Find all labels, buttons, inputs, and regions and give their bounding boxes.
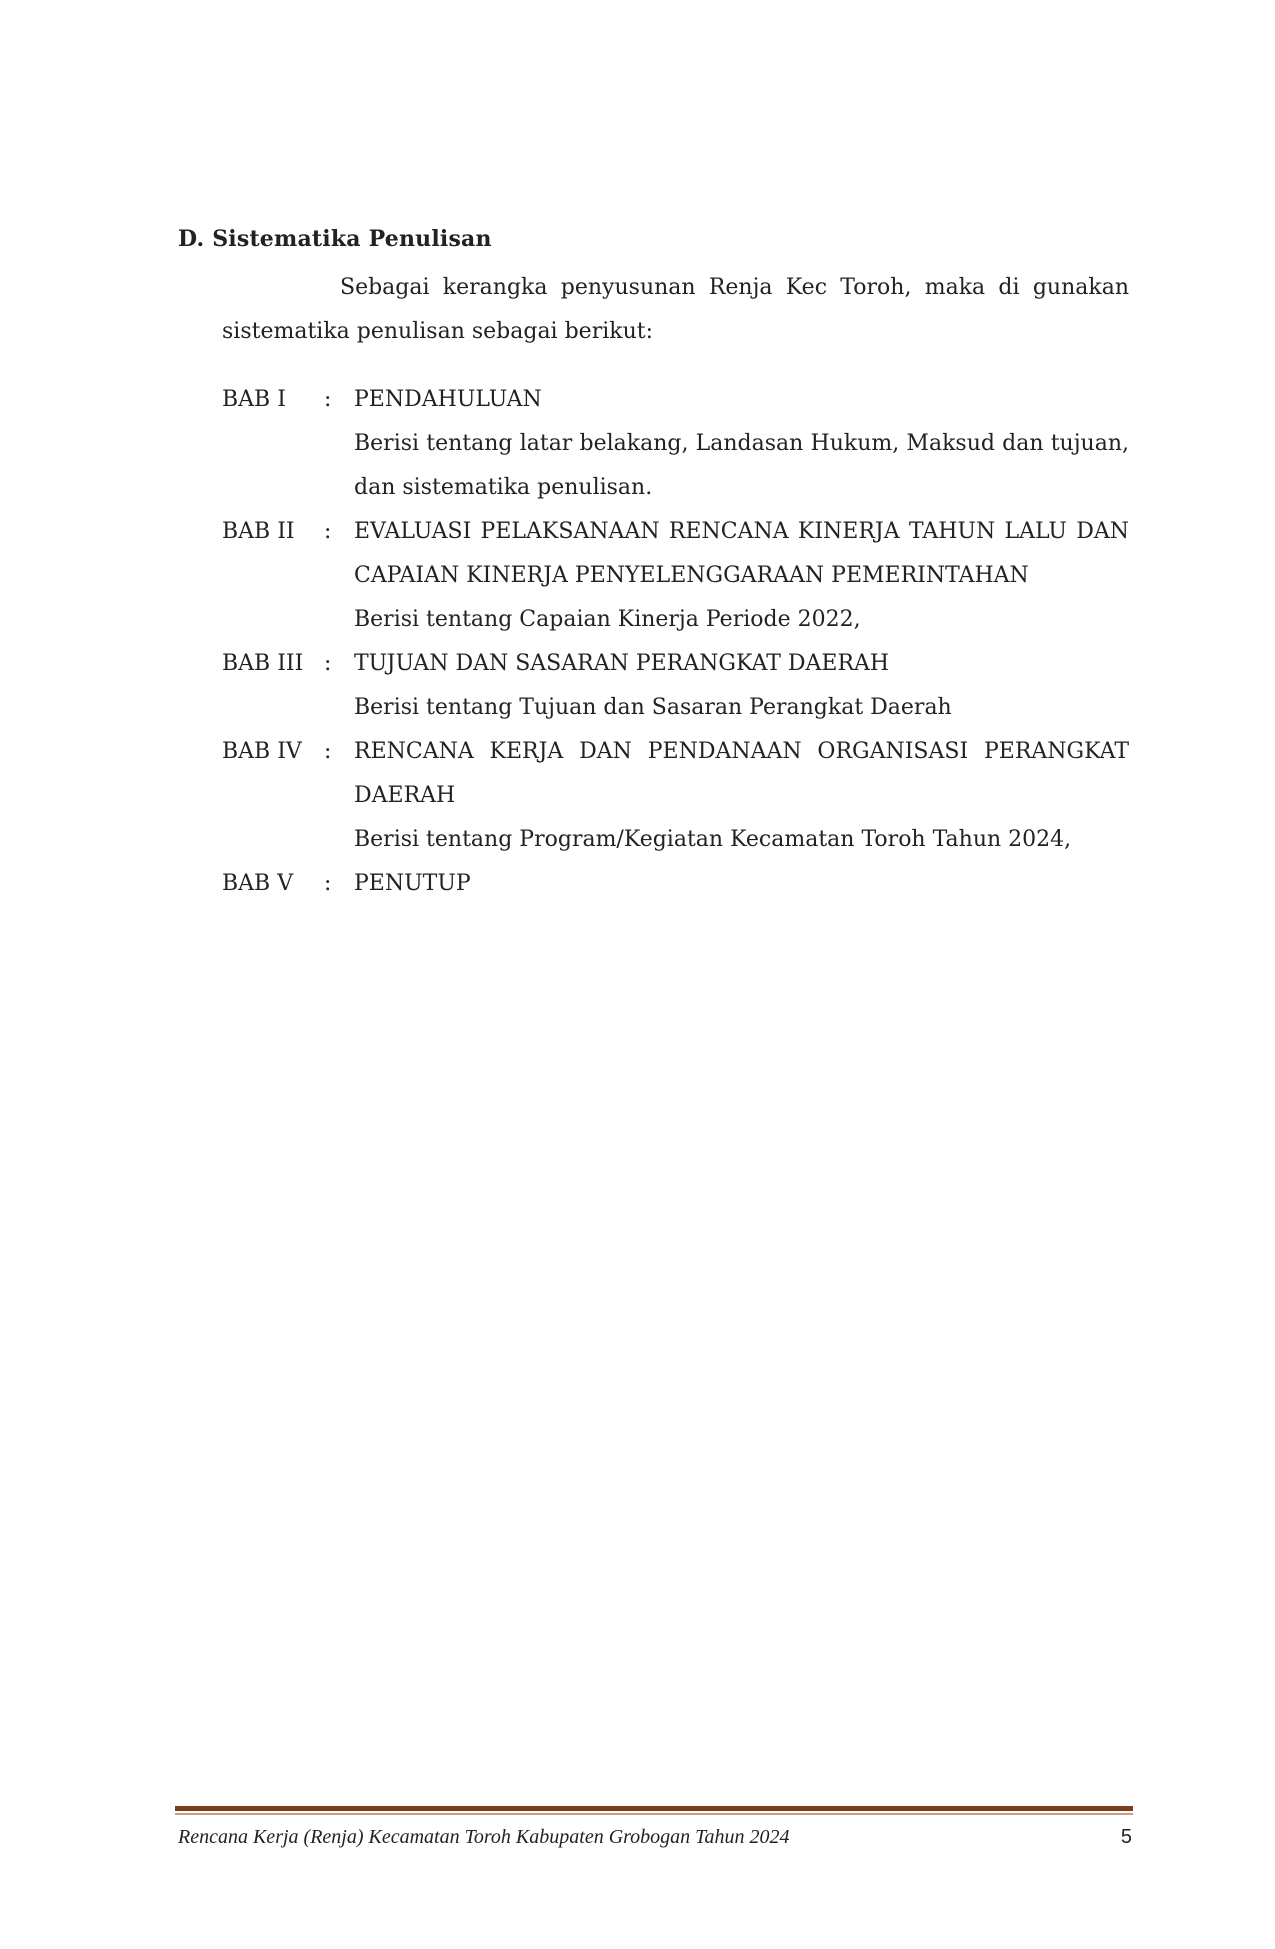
chapter-colon: : [324,651,332,676]
chapter-number: BAB III [222,651,304,676]
chapter-item-bab-iii [222,642,1129,730]
chapter-list [222,378,1129,906]
chapter-number: BAB V [222,871,294,896]
chapter-title: EVALUASI PELAKSANAAN RENCANA KINERJA TAHUN LALU DAN CAPAIAN KINERJA PENYELENGGARAAN PEMERINTAHAN [354,519,1129,588]
chapter-number: BAB I [222,387,286,412]
chapter-number: BAB IV [222,739,302,764]
chapter-description: Berisi tentang Tujuan dan Sasaran Perangkat Daerah [354,695,952,720]
chapter-title: PENDAHULUAN [354,387,542,412]
section-heading: D. Sistematika Penulisan [178,226,492,252]
chapter-colon: : [324,739,332,764]
chapter-description: Berisi tentang latar belakang, Landasan Hukum, Maksud dan tujuan, dan sistematika penulisan. [354,431,1129,500]
chapter-colon: : [324,387,332,412]
intro-paragraph: Sebagai kerangka penyusunan Renja Kec Toroh, maka di gunakan sistematika penulisan sebagai berikut: [222,275,1129,344]
chapter-title: RENCANA KERJA DAN PENDANAAN ORGANISASI PERANGKAT DAERAH [354,739,1129,808]
chapter-body [354,378,1129,510]
page-number: 5 [1120,1826,1132,1848]
chapter-colon: : [324,871,332,896]
chapter-body [354,510,1129,642]
chapter-item-bab-v [222,862,1129,906]
chapter-body [354,862,1129,906]
chapter-body [354,642,1129,730]
chapter-description: Berisi tentang Program/Kegiatan Kecamatan Toroh Tahun 2024, [354,827,1072,852]
chapter-item-bab-ii [222,510,1129,642]
footer-divider [175,1806,1133,1811]
footer-text: Rencana Kerja (Renja) Kecamatan Toroh Kabupaten Grobogan Tahun 2024 [178,1826,790,1848]
chapter-colon: : [324,519,332,544]
chapter-body [354,730,1129,862]
chapter-title: TUJUAN DAN SASARAN PERANGKAT DAERAH [354,651,890,676]
chapter-item-bab-i [222,378,1129,510]
chapter-number: BAB II [222,519,295,544]
footer-divider-thin [175,1813,1133,1815]
chapter-title: PENUTUP [354,871,471,896]
chapter-item-bab-iv [222,730,1129,862]
chapter-description: Berisi tentang Capaian Kinerja Periode 2022, [354,607,861,632]
